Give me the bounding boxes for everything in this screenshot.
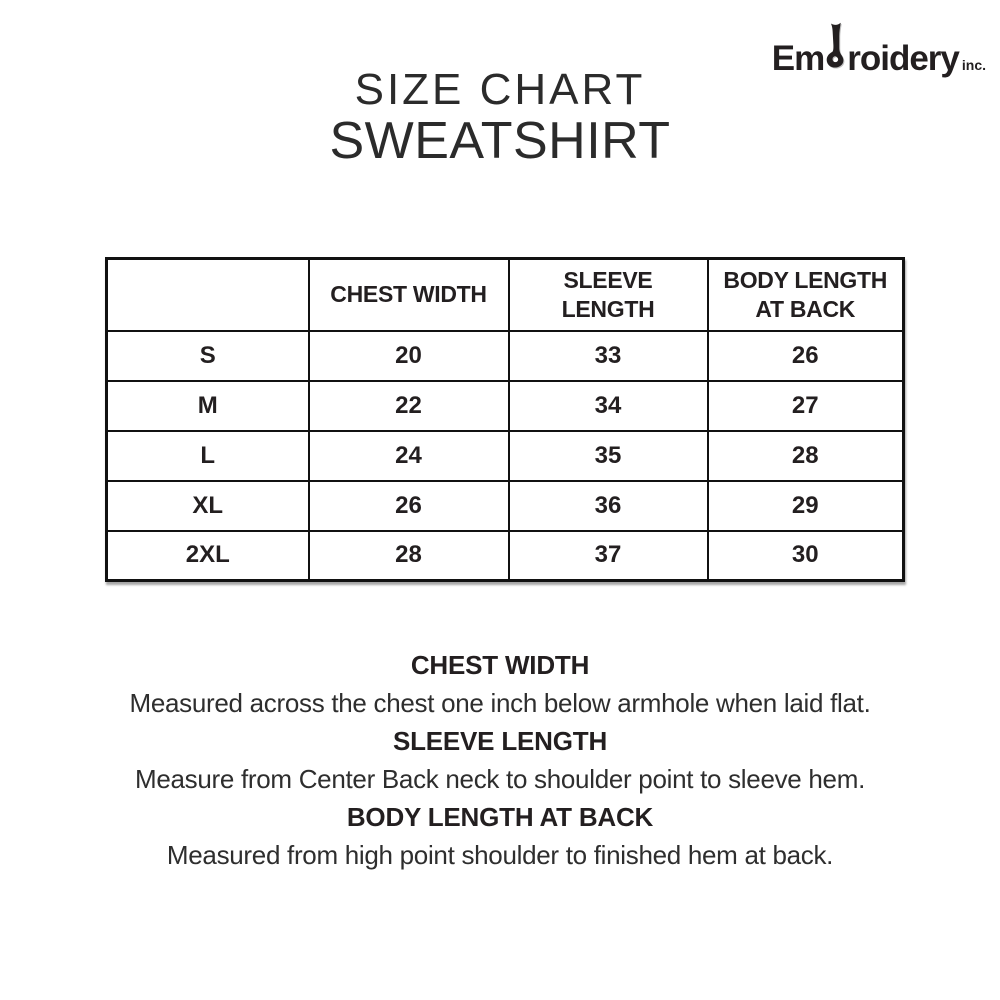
header-cell-sleeve-length: SLEEVE LENGTH: [509, 259, 708, 331]
table-row-s: [107, 331, 904, 381]
header-cell-size: [107, 259, 309, 331]
size-label: XL: [107, 481, 309, 531]
table-row-2xl: [107, 531, 904, 581]
sleeve-length-value: 36: [509, 481, 708, 531]
header-row: [107, 259, 904, 331]
measurement-glossary: [0, 646, 1000, 874]
body-length-value: 26: [708, 331, 904, 381]
size-chart-table-container: [105, 257, 905, 582]
body-length-value: 28: [708, 431, 904, 481]
sleeve-length-value: 37: [509, 531, 708, 581]
logo-text-before: Em: [771, 39, 825, 78]
glossary-term-body-length: BODY LENGTH AT BACK: [346, 802, 654, 832]
size-label: L: [107, 431, 309, 481]
table-row-xl: [107, 481, 904, 531]
glossary-term-chest-width: CHEST WIDTH: [410, 650, 590, 680]
body-length-value: 29: [708, 481, 904, 531]
chest-width-value: 26: [309, 481, 509, 531]
body-length-value: 30: [708, 531, 904, 581]
size-label: S: [107, 331, 309, 381]
sleeve-length-value: 33: [509, 331, 708, 381]
chest-width-value: 20: [309, 331, 509, 381]
sleeve-length-value: 34: [509, 381, 708, 431]
logo-inc-suffix: inc.: [961, 57, 986, 73]
glossary-definition-chest-width: Measured across the chest one inch below armhole when laid flat.: [129, 688, 871, 718]
table-row-m: [107, 381, 904, 431]
glossary-term-sleeve-length: SLEEVE LENGTH: [392, 726, 608, 756]
glossary-definition-body-length: Measured from high point shoulder to finished hem at back.: [166, 840, 834, 870]
sleeve-length-value: 35: [509, 431, 708, 481]
logo-text-after: roidery: [847, 39, 959, 78]
chest-width-value: 22: [309, 381, 509, 431]
page-title: [0, 66, 1000, 169]
header-cell-chest-width: CHEST WIDTH: [309, 259, 509, 331]
chest-width-value: 24: [309, 431, 509, 481]
table-row-l: [107, 431, 904, 481]
body-length-value: 27: [708, 381, 904, 431]
header-cell-body-length: BODY LENGTH AT BACK: [708, 259, 904, 331]
chest-width-value: 28: [309, 531, 509, 581]
size-chart-table: [105, 257, 905, 582]
title-garment: SWEATSHIRT: [329, 112, 671, 171]
title-size-chart: SIZE CHART: [354, 65, 646, 114]
size-label: 2XL: [107, 531, 309, 581]
size-label: M: [107, 381, 309, 431]
glossary-definition-sleeve-length: Measure from Center Back neck to shoulder point to sleeve hem.: [135, 764, 865, 794]
